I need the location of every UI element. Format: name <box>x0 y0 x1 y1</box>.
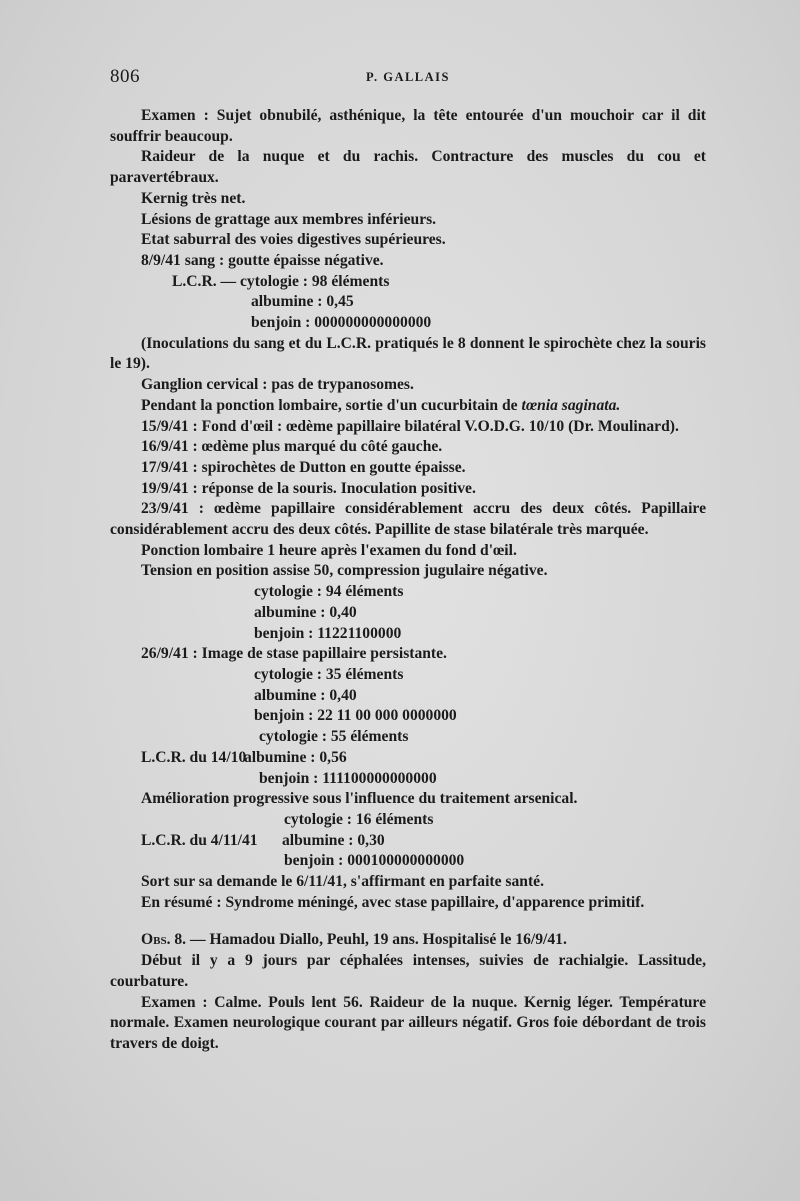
csf-block-26-9 <box>110 665 706 727</box>
taenia-italic: tœnia saginata. <box>521 396 621 414</box>
paragraph-17-9: 17/9/41 : spirochètes de Dutton en goutte épaisse. <box>141 458 466 476</box>
lcr-14-10-albumine: albumine : 0,56 <box>244 748 347 766</box>
lcr-1-label: L.C.R. — cytologie : 98 éléments <box>172 272 390 290</box>
csf-26-albumine: albumine : 0,40 <box>254 686 357 704</box>
paragraph-amelioration: Amélioration progressive sous l'influence du traitement arsenical. <box>141 790 578 808</box>
csf-2-cytologie: cytologie : 94 éléments <box>254 583 404 601</box>
paragraph-19-9: 19/9/41 : réponse de la souris. Inoculation positive. <box>141 479 476 497</box>
paragraph-ponction-lombaire: Ponction lombaire 1 heure après l'examen du fond d'œil. <box>141 541 517 559</box>
paragraph-23-9: 23/9/41 : œdème papillaire considérablement accru des deux côtés. Papillaire considérablement accru des deux côtés. Papillite de stase bilatérale très marquée. <box>110 500 706 539</box>
lcr-block-14-10 <box>110 727 706 789</box>
lcr-14-10-benjoin: benjoin : 111100000000000 <box>259 769 437 787</box>
paragraph-obs8-debut: Début il y a 9 jours par céphalées intenses, suivies de rachialgie. Lassitude, courbature. <box>110 952 706 990</box>
lcr-1-benjoin: benjoin : 000000000000000 <box>251 314 432 332</box>
page-header <box>110 66 706 92</box>
paragraph-tension: Tension en position assise 50, compression jugulaire négative. <box>141 562 548 580</box>
paragraph-examen: Examen : Sujet obnubilé, asthénique, la tête entourée d'un mouchoir car il dit souffrir beaucoup. <box>110 107 706 145</box>
lcr-4-11-benjoin: benjoin : 000100000000000 <box>284 852 465 870</box>
obs-8-number: Obs. 8. <box>141 931 187 949</box>
paragraph-raideur: Raideur de la nuque et du rachis. Contracture des muscles du cou et paravertébraux. <box>110 148 706 187</box>
body-text <box>110 106 706 1055</box>
paragraph-ponction <box>110 396 706 417</box>
page-number: 806 <box>110 66 140 87</box>
paragraph-26-9: 26/9/41 : Image de stase papillaire persistante. <box>141 645 447 663</box>
lcr-block-4-11 <box>110 810 706 872</box>
paragraph-lesions: Lésions de grattage aux membres inférieurs. <box>141 210 437 228</box>
running-head: P. GALLAIS <box>365 70 450 84</box>
lcr-1-albumine: albumine : 0,45 <box>251 293 354 311</box>
lcr-block-1 <box>110 272 706 334</box>
lcr-4-11-albumine: albumine : 0,30 <box>282 831 385 849</box>
lcr-4-11-label: L.C.R. du 4/11/41 <box>141 831 258 849</box>
csf-26-benjoin: benjoin : 22 11 00 000 0000000 <box>254 707 457 725</box>
paragraph-inoculations: (Inoculations du sang et du L.C.R. pratiqués le 8 donnent le spirochète chez la souris le 19). <box>110 334 706 373</box>
csf-2-benjoin: benjoin : 11221100000 <box>254 624 402 642</box>
csf-block-2 <box>110 582 706 644</box>
ponction-text: Pendant la ponction lombaire, sortie d'un cucurbitain de <box>141 396 522 414</box>
obs-8-header-text: — Hamadou Diallo, Peuhl, 19 ans. Hospitalisé le 16/9/41. <box>186 931 567 949</box>
paragraph-kernig: Kernig très net. <box>141 189 246 207</box>
paragraph-16-9: 16/9/41 : œdème plus marqué du côté gauche. <box>141 438 443 456</box>
lcr-4-11-cytologie: cytologie : 16 éléments <box>284 810 434 828</box>
paragraph-ganglion: Ganglion cervical : pas de trypanosomes. <box>141 376 414 394</box>
paragraph-sort: Sort sur sa demande le 6/11/41, s'affirmant en parfaite santé. <box>141 873 544 891</box>
paragraph-etat: Etat saburral des voies digestives supérieures. <box>141 231 446 249</box>
paragraph-obs8-examen: Examen : Calme. Pouls lent 56. Raideur de la nuque. Kernig léger. Température normale. Examen neurologique courant par ailleurs négatif. Gros foie débordant de trois travers de doigt. <box>110 993 706 1052</box>
paragraph-fond-oeil: 15/9/41 : Fond d'œil : œdème papillaire bilatéral V.O.D.G. 10/10 (Dr. Moulinard). <box>141 417 679 435</box>
lcr-14-10-label: L.C.R. du 14/10 <box>141 748 247 766</box>
csf-2-albumine: albumine : 0,40 <box>254 603 357 621</box>
lcr-14-10-cytologie: cytologie : 55 éléments <box>259 728 409 746</box>
csf-26-cytologie: cytologie : 35 éléments <box>254 665 404 683</box>
obs-8-heading <box>110 930 706 951</box>
paragraph-sang: 8/9/41 sang : goutte épaisse négative. <box>141 251 384 269</box>
paragraph-resume: En résumé : Syndrome méningé, avec stase papillaire, d'apparence primitif. <box>141 893 645 911</box>
